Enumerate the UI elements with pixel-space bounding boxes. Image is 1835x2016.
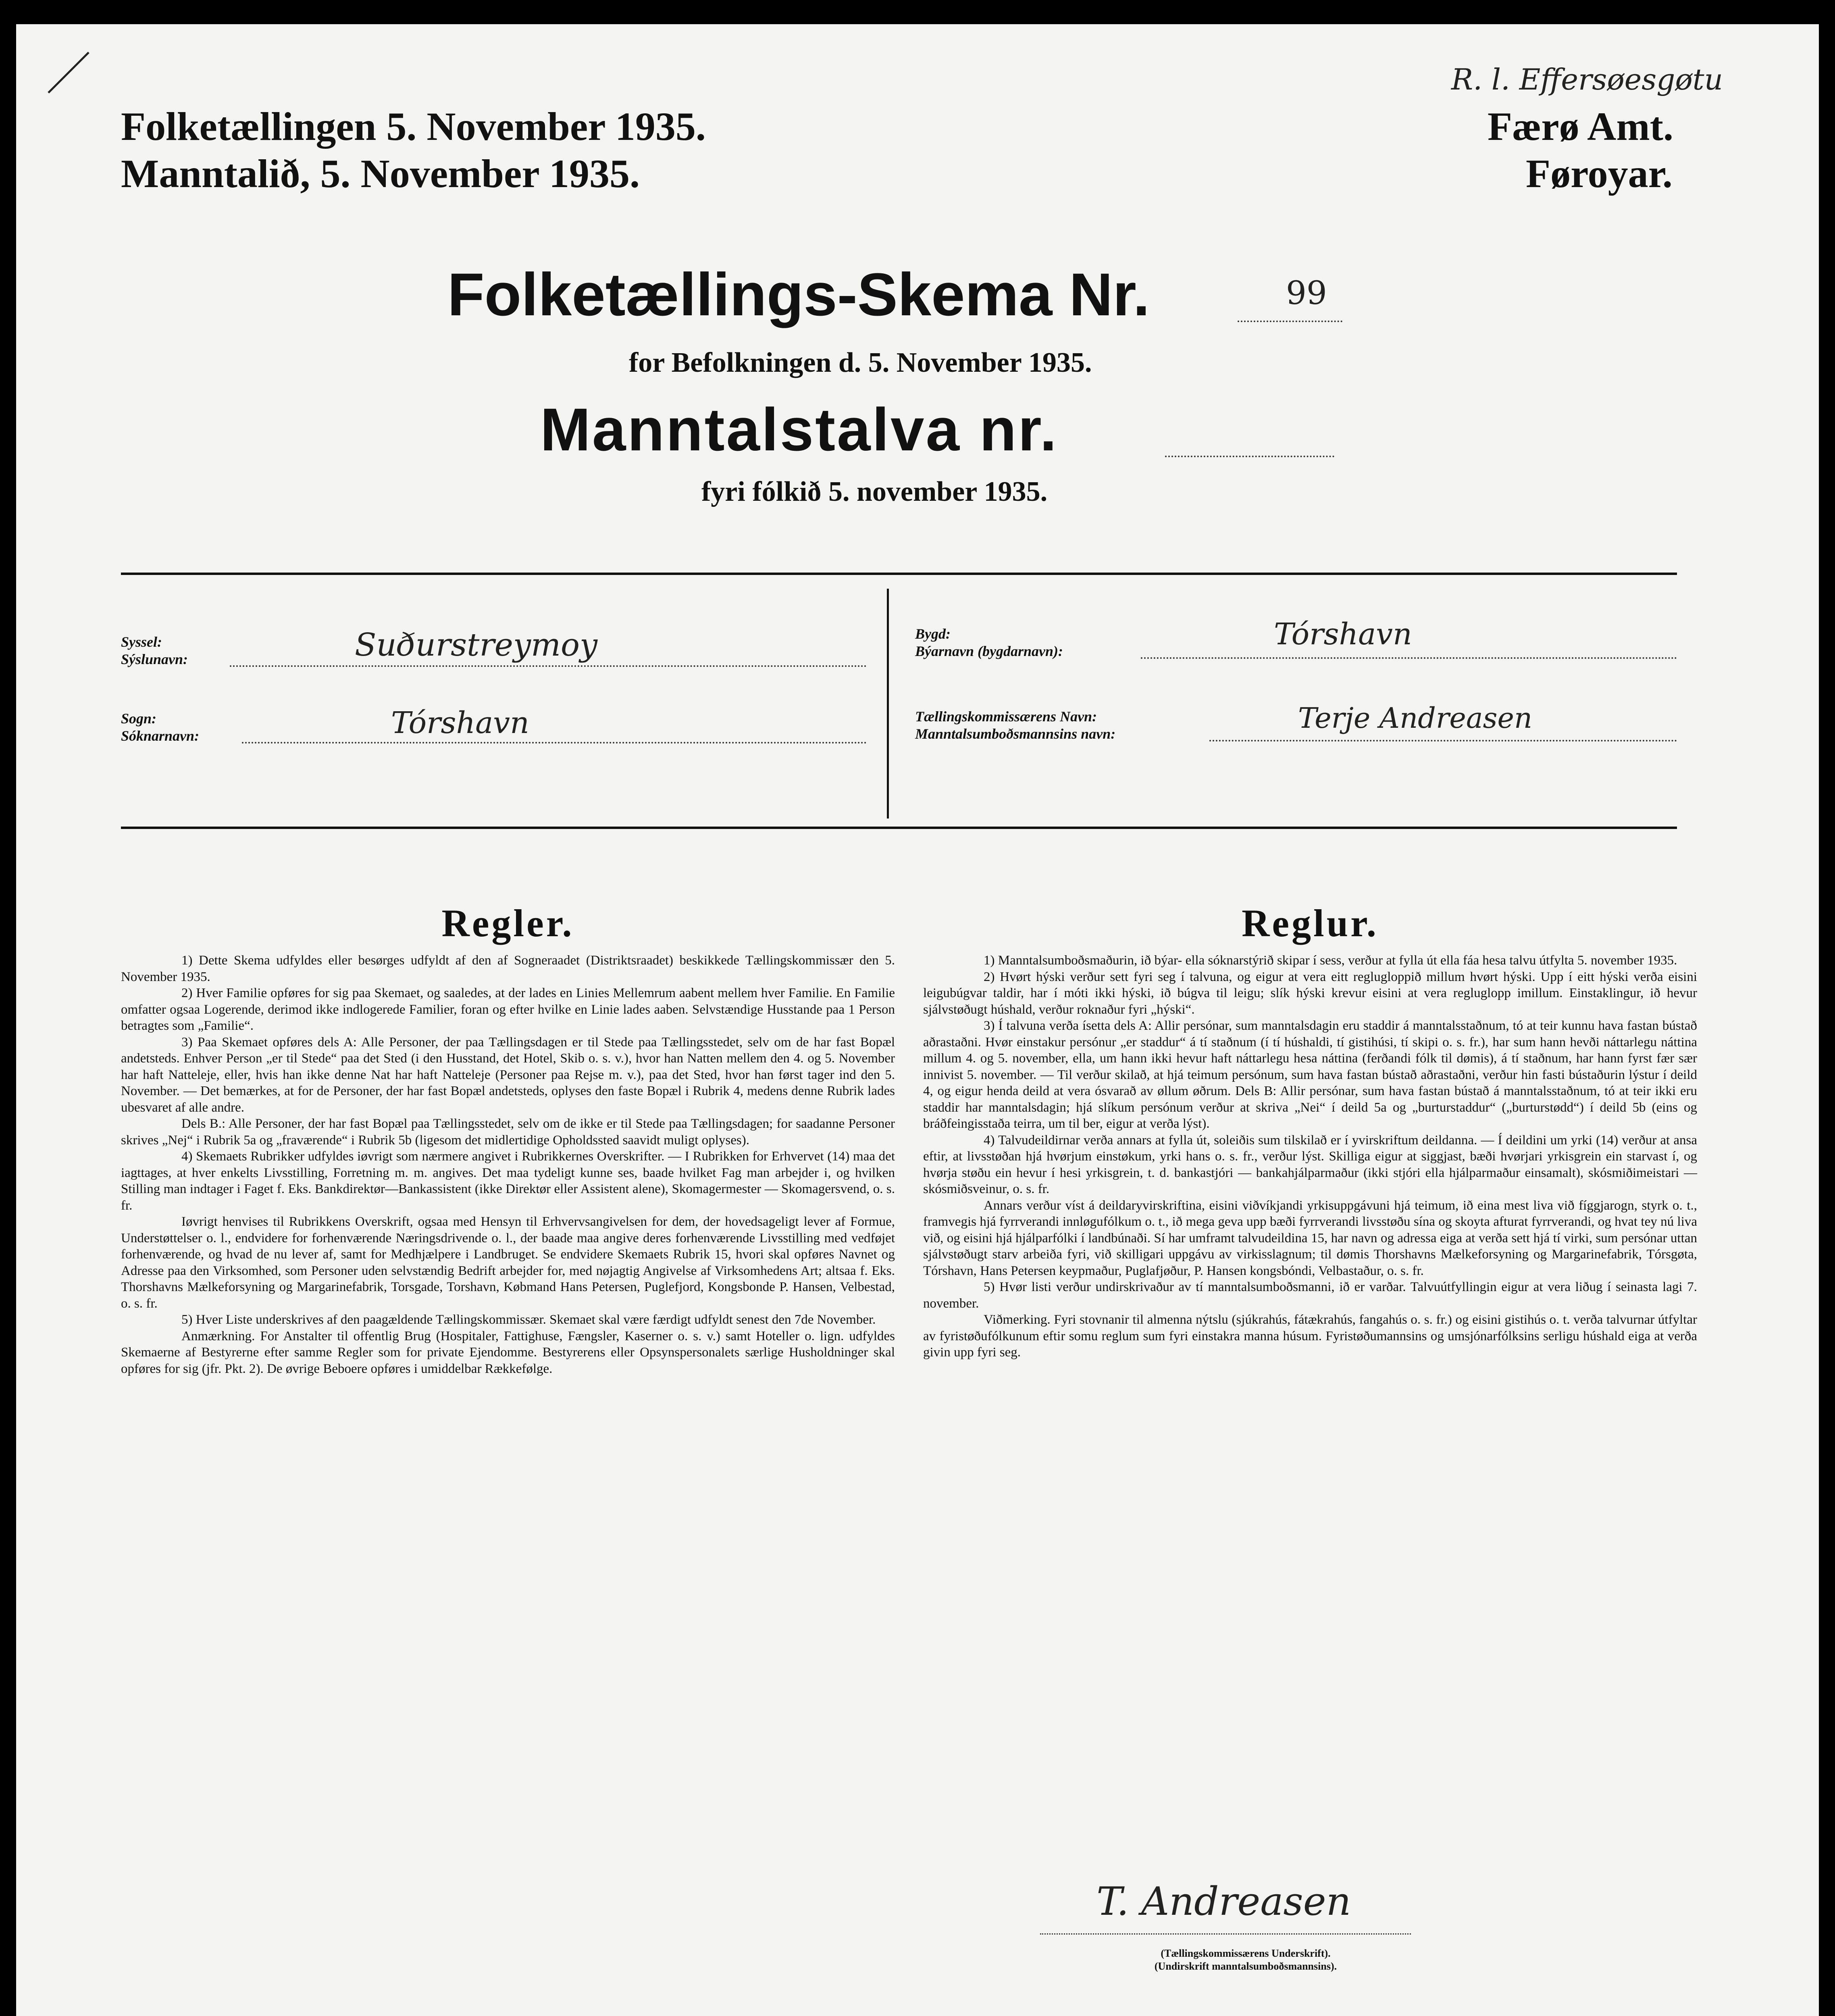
rule-fo-note: Viðmerking. Fyri stovnanir til almenna nýtslu (sjúkrahús, fátækrahús, fangahús o. s. fr.) og eisini gistihús o. t. verða talvurnar útfyltar av fyristøðufólkunum eftir somu reglum sum fyri einstakra manna húsum. Fyristøðumannsins og umsjónarfólksins serligu húshald eiga at verða givin upp fyri seg. [923,1312,1697,1360]
handwritten-street-note: R. l. Effersøesgøtu [1451,62,1723,96]
sogn-line [242,742,867,744]
form-subtitle-fo: fyri fólkið 5. november 1935. [701,476,1048,507]
sogn-label-da: Sogn: [121,710,157,727]
field-box-divider [887,589,889,818]
rule-fo-3: 3) Í talvuna verða ísetta dels A: Allir persónar, sum manntalsdagin eru staddir á manntalsstaðnum, tó at teir kunnu hava fastan bústað aðrastaðni. Hvør einstakur persónur „er staddur“ á tí staðnum (í tí húshaldi, tí gistihúsi, tí skipi o. s. fr.), har sum hann hevði náttarlegu náttina millum 4. og 5. november, ella, um hann ikki hevur haft náttarlegu hesa náttina (ferðandi fólk til dømis), á tí staðnum, har hann fyrst fær sær innivist 5. november. — Til verður skilað, at hjá teimum persónum, sum hava fastan bústað aðrastaðni, verður hin fasti bústaðurin lýstur í deild 4, og eigur henda deild at vera ósvarað av øllum øðrum. Dels B: Allir persónar, sum hava fastan bústað á manntalsstaðnum, tó at teir ikki eru staddir har manntalsdagin; hjá slíkum persónum verður at skriva „Nei“ í deild 5a og „burturstaddur“ („burturstødd“) í deild 5b (eins og bráðfeingisstaða teirra, um til ber, eigur at verða lýst). [923,1018,1697,1131]
sogn-label-fo: Sóknarnavn: [121,728,200,744]
kommissaer-value[interactable]: Terje Andreasen [1298,702,1533,735]
signature-line [1040,1933,1411,1935]
census-form-page [16,24,1819,2016]
form-number-line [1238,321,1342,322]
rule-da-3b: Dels B.: Alle Personer, der har fast Bopæl paa Tællingsstedet, selv om de ikke er til Stede paa Tællingsdagen; for saadanne Personer skrives „Nej“ i Rubrik 5a og „fraværende“ i Rubrik 5b (ligesom det midlertidige Opholdssted saavidt muligt oplyses). [121,1116,895,1148]
kommissaer-label-fo: Manntalsumboðsmannsins navn: [915,726,1116,742]
signature-value[interactable]: T. Andreasen [1096,1879,1351,1924]
bygd-value[interactable]: Tórshavn [1274,617,1412,652]
header-county-fo: Føroyar. [1526,151,1673,196]
form-number-line-fo [1165,456,1334,457]
rules-column-da [121,903,895,1377]
bygd-label-da: Bygd: [915,626,951,642]
field-box-bottom-rule [121,827,1677,829]
sogn-value[interactable]: Tórshavn [391,706,529,740]
form-subtitle-da: for Befolkningen d. 5. November 1935. [629,347,1092,378]
form-title-da: Folketællings-Skema Nr. [447,260,1150,328]
syssel-line [230,665,867,667]
rule-da-5: 5) Hver Liste underskrives af den paagældende Tællingskommissær. Skemaet skal være færdigt udfyldt senest den 7de November. [181,1312,876,1327]
rule-da-1: 1) Dette Skema udfyldes eller besørges udfyldt af den af Sogneraadet (Distriktsraadet) beskikkede Tællingskommissær den 5. November 1935. [121,953,895,984]
form-number-value: 99 [1286,274,1327,312]
kommissaer-label-da: Tællingskommissærens Navn: [915,708,1097,725]
rules-heading-fo: Reglur. [1242,902,1379,945]
header-county-da: Færø Amt. [1488,104,1673,149]
rule-fo-1: 1) Manntalsumboðsmaðurin, ið býar- ella sóknarstýrið skipar í sess, verður at fylla út ella fáa hesa talvu útfylta 5. november 1935. [984,953,1677,968]
rule-da-4b: Iøvrigt henvises til Rubrikkens Overskrift, ogsaa med Hensyn til Erhvervsangivelsen for dem, der hovedsageligt lever af Formue, Understøttelser o. l., endvidere for forhenværende Næringsdrivende o. l., der baade maa angive deres forhenværende Livsstilling med vedføjet forhenværende, og hvad de nu lever af, samt for Medhjælpere i Landbruget. Se endvidere Skemaets Rubrik 15, hvori skal opføres Navnet og Adresse paa den Virksomhed, som Personer uden selvstændig Bedrift arbejder for, med nøjagtig Angivelse af Virksomhedens Art; altsaa f. Eks. Thorshavns Mælkeforsyning og Margarinefabrik, Torsgade, Torshavn, Købmand Hans Petersen, Puglefjord, Kongsbonde P. Hansen, Velbestad, o. s. fr. [121,1214,895,1311]
rule-da-note: Anmærkning. For Anstalter til offentlig Brug (Hospitaler, Fattighuse, Fængsler, Kaserner o. s. v.) samt Hoteller o. lign. udfyldes Skemaerne af Bestyrerne efter samme Regler som for private Ejendomme. Bestyrerens eller Opsynspersonalets særlige Husholdninger skal opføres for sig (jfr. Pkt. 2). De øvrige Beboere opføres i umiddelbar Rækkefølge. [121,1329,895,1376]
rule-da-4: 4) Skemaets Rubrikker udfyldes iøvrigt som nærmere angivet i Rubrikkernes Overskrifter. — I Rubrikken for Erhvervet (14) maa det iagttages, at hver enkelts Livsstilling, Forretning m. m. angives. Det maa tydeligt kunne ses, baade hvilket Fag man arbejder i, og hvilken Stilling man indtager i Faget f. Eks. Bankdirektør—Bankassistent (ikke Direktør eller Assistent alene), Skomagermester — Skomagersvend, o. s. fr. [121,1149,895,1213]
signature-caption-da: (Tællingskommissærens Underskrift). [1161,1947,1331,1959]
header-title-da: Folketællingen 5. November 1935. [121,104,706,149]
rule-fo-4b: Annars verður víst á deildaryvirskriftina, eisini viðvíkjandi yrkisuppgávuni hjá teimum, ið eina mest liva við fíggjarogn, styrk o. t., framvegis hjá fyrrverandi innløgufólkum o. t., ið mega geva upp bæði fyrrverandi livsstøðu sína og skoyta afturat fyrrverandi, og hvat tey nú liva við, og eisini hjá hjálparfólki í landbúnaði. Sí har umframt talvudeildina 15, har navn og adressa eiga at verða sett hjá tí virki, sum persónar uttan sjálvstøðugt starv arbeiða fyri, við skilligari uppgávu av virkisslagnum; til dømis Thorshavns Mælkeforsyning og Margarinefabrik, Tórsgøta, Tórshavn, Hans Petersen keypmaður, Puglafjøður, P. Hansen kongsbóndi, Velbastaður, o. s. fr. [923,1198,1697,1278]
syssel-label-fo: Sýslunavn: [121,651,188,667]
form-title-fo: Manntalstalva nr. [540,396,1059,463]
field-box-top-rule [121,573,1677,575]
bygd-line [1141,657,1677,659]
syssel-label-da: Syssel: [121,634,162,650]
rule-fo-5: 5) Hvør listi verður undirskrivaður av tí manntalsumboðsmanni, ið er varðar. Talvuútfyllingin eigur at vera liðug í seinasta lagi 7. november. [923,1280,1697,1311]
signature-caption-fo: (Undirskrift manntalsumboðsmannsins). [1154,1960,1337,1972]
rule-fo-2: 2) Hvørt hýski verður sett fyri seg í talvuna, og eigur at vera eitt reglugloppið millum hvørt hýski. Upp í eitt hýski verða eisini leigubúgvar taldir, har í móti ikki hýski, ið búgva til leigu; slík hýski krevur eisini at vera regluglopp imillum. Einstaklingur, ið hevur sjálvstøðugt húshald, verður roknaður fyri „hýski“. [923,969,1697,1017]
rules-column-fo [923,903,1697,1361]
rule-da-2: 2) Hver Familie opføres for sig paa Skemaet, og saaledes, at der lades en Linies Mellemrum aabent mellem hver Familie. En Familie omfatter ogsaa Logerende, derimod ikke indlogerede Familier, foran og efter hvilke en Linie lades aaben. Selvstændige Husstande paa 1 Person betragtes som „Familie“. [121,986,895,1033]
header-title-fo: Manntalið, 5. November 1935. [121,151,640,196]
corner-pen-mark [44,48,93,97]
bygd-label-fo: Býarnavn (bygdarnavn): [915,643,1063,659]
rules-heading-da: Regler. [441,902,574,945]
syssel-value[interactable]: Suðurstreymoy [355,627,598,663]
rule-da-3: 3) Paa Skemaet opføres dels A: Alle Personer, der paa Tællingsdagen er til Stede paa Tællingsstedet, selv om de har fast Bopæl andetsteds. Enhver Person „er til Stede“ paa det Sted (i den Husstand, det Hotel, Skib o. s. v.), hvor han Natten mellem den 4. og 5. November har haft Natteleje, eller, hvis han ikke denne Nat har haft Natteleje (Personer paa Rejse m. v.), paa det Sted, hvor han først tager ind den 5. November. — Det bemærkes, at for de Personer, der har fast Bopæl andetsteds, oplyses den faste Bopæl i Rubrik 4, medens denne Rubrik lades ubesvaret af alle andre. [121,1035,895,1115]
kommissaer-line [1209,740,1677,741]
rule-fo-4: 4) Talvudeildirnar verða annars at fylla út, soleiðis sum tilskilað er í yvirskriftum deildanna. — Í deildini um yrki (14) verður at ansa eftir, at livsstøðan hjá hvørjum einstøkum, yrki hans o. s. fr., verður lýst. Skilliga eigur at siggjast, bæði hvørjari yrkisgrein ein starvast í, og hvørja støðu ein hevur í hesi yrkisgrein, t. d. bankastjóri — bankahjálparmaður (ikki stjóri ella hjálparmaður einsamalt), skósmiðimeistari — skósmiðsveinur, o. s. fr. [923,1133,1697,1196]
